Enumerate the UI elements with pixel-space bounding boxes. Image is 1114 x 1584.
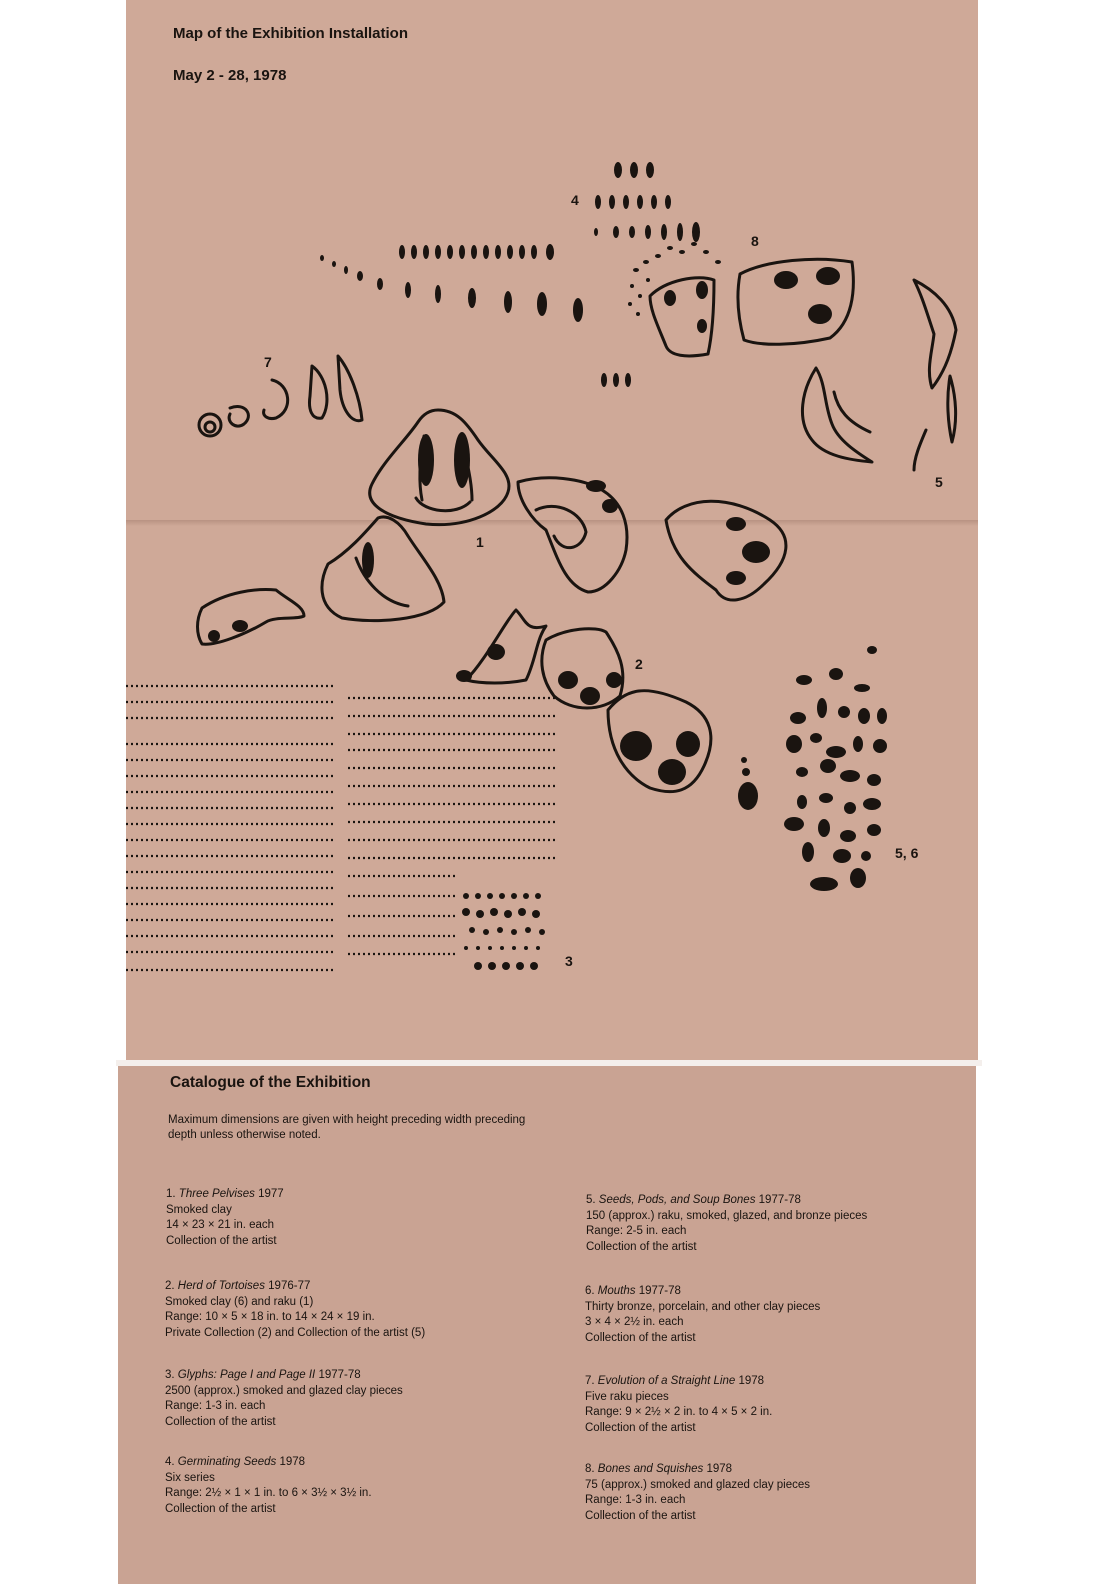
entry-medium: Smoked clay xyxy=(166,1203,232,1216)
three-pelvises-drawing xyxy=(322,410,627,621)
entry-title: Evolution of a Straight Line xyxy=(597,1375,736,1387)
entry-title: Germinating Seeds xyxy=(177,1456,277,1468)
entry-year: 1978 xyxy=(706,1463,733,1475)
map-label-3: 3 xyxy=(565,953,573,969)
catalogue-entry xyxy=(165,1279,495,1341)
entry-collection: Private Collection (2) and Collection of the artist (5) xyxy=(165,1326,426,1339)
entry-number: 5. xyxy=(586,1194,596,1206)
entry-year: 1977-78 xyxy=(318,1369,361,1381)
entry-medium: 150 (approx.) raku, smoked, glazed, and bronze pieces xyxy=(586,1209,868,1222)
map-label-5: 5 xyxy=(935,474,943,490)
map-label-7: 7 xyxy=(264,354,272,370)
entry-title: Bones and Squishes xyxy=(597,1463,704,1475)
entry-year: 1977-78 xyxy=(758,1194,801,1206)
entry-number: 4. xyxy=(165,1456,175,1468)
exhibition-dates: May 2 - 28, 1978 xyxy=(173,67,287,84)
entry-dimensions: 14 × 23 × 21 in. each xyxy=(166,1219,275,1231)
catalogue-entry xyxy=(165,1455,495,1517)
entry-year: 1977-78 xyxy=(638,1285,681,1297)
catalogue-entry xyxy=(165,1368,495,1430)
map-label-5-6: 5, 6 xyxy=(895,845,919,861)
entry-medium: Thirty bronze, porcelain, and other clay pieces xyxy=(585,1300,821,1313)
entry-number: 8. xyxy=(585,1463,595,1475)
map-label-1: 1 xyxy=(476,534,484,550)
entry-collection: Collection of the artist xyxy=(165,1502,276,1515)
entry-dimensions: Range: 1-3 in. each xyxy=(165,1400,266,1412)
entry-number: 2. xyxy=(165,1280,175,1292)
glyphs-drawing xyxy=(126,686,556,970)
catalogue-title: Catalogue of the Exhibition xyxy=(170,1074,371,1091)
entry-collection: Collection of the artist xyxy=(585,1421,696,1434)
catalogue-entry xyxy=(166,1187,496,1249)
entry-number: 7. xyxy=(585,1375,595,1387)
entry-medium: 2500 (approx.) smoked and glazed clay pieces xyxy=(165,1384,403,1397)
entry-title: Seeds, Pods, and Soup Bones xyxy=(598,1194,756,1206)
entry-year: 1977 xyxy=(258,1188,284,1200)
germinating-seeds-drawing xyxy=(320,162,721,387)
straight-line-evolution-drawing xyxy=(199,356,362,436)
entry-collection: Collection of the artist xyxy=(586,1240,697,1253)
map-label-2: 2 xyxy=(635,656,643,672)
entry-number: 3. xyxy=(165,1369,175,1381)
entry-year: 1976-77 xyxy=(268,1280,311,1292)
entry-medium: Smoked clay (6) and raku (1) xyxy=(165,1295,314,1308)
catalogue-entry xyxy=(586,1193,926,1255)
map-title: Map of the Exhibition Installation xyxy=(173,25,408,42)
entry-collection: Collection of the artist xyxy=(585,1331,696,1344)
entry-dimensions: Range: 9 × 2½ × 2 in. to 4 × 5 × 2 in. xyxy=(585,1406,773,1418)
catalogue-note: Maximum dimensions are given with height preceding width preceding depth unless otherwise noted. xyxy=(168,1114,526,1141)
map-label-4: 4 xyxy=(571,192,579,208)
entry-collection: Collection of the artist xyxy=(166,1234,277,1247)
catalogue-entry xyxy=(585,1462,925,1524)
entry-title: Glyphs: Page I and Page II xyxy=(177,1369,316,1381)
entry-collection: Collection of the artist xyxy=(585,1509,696,1522)
entry-number: 1. xyxy=(166,1188,176,1200)
entry-year: 1978 xyxy=(738,1375,765,1387)
entry-dimensions: 3 × 4 × 2½ in. each xyxy=(585,1316,684,1328)
entry-title: Herd of Tortoises xyxy=(177,1280,265,1292)
entry-number: 6. xyxy=(585,1285,595,1297)
catalogue-entry xyxy=(585,1374,925,1436)
map-label-8: 8 xyxy=(751,233,759,249)
entry-dimensions: Range: 10 × 5 × 18 in. to 14 × 24 × 19 in. xyxy=(165,1311,375,1323)
entry-medium: Five raku pieces xyxy=(585,1390,669,1403)
entry-title: Mouths xyxy=(597,1285,636,1297)
entry-dimensions: Range: 2½ × 1 × 1 in. to 6 × 3½ × 3½ in. xyxy=(165,1487,372,1499)
entry-medium: 75 (approx.) smoked and glazed clay pieces xyxy=(585,1478,811,1491)
entry-collection: Collection of the artist xyxy=(165,1415,276,1428)
entry-medium: Six series xyxy=(165,1471,215,1484)
installation-map xyxy=(126,140,978,1000)
entry-title: Three Pelvises xyxy=(178,1188,255,1200)
catalogue-entry xyxy=(585,1284,925,1346)
entry-dimensions: Range: 2-5 in. each xyxy=(586,1225,687,1237)
glyph-dots xyxy=(462,646,887,970)
map-fill-marks xyxy=(208,267,840,785)
entry-year: 1978 xyxy=(279,1456,306,1468)
entry-dimensions: Range: 1-3 in. each xyxy=(585,1494,686,1506)
